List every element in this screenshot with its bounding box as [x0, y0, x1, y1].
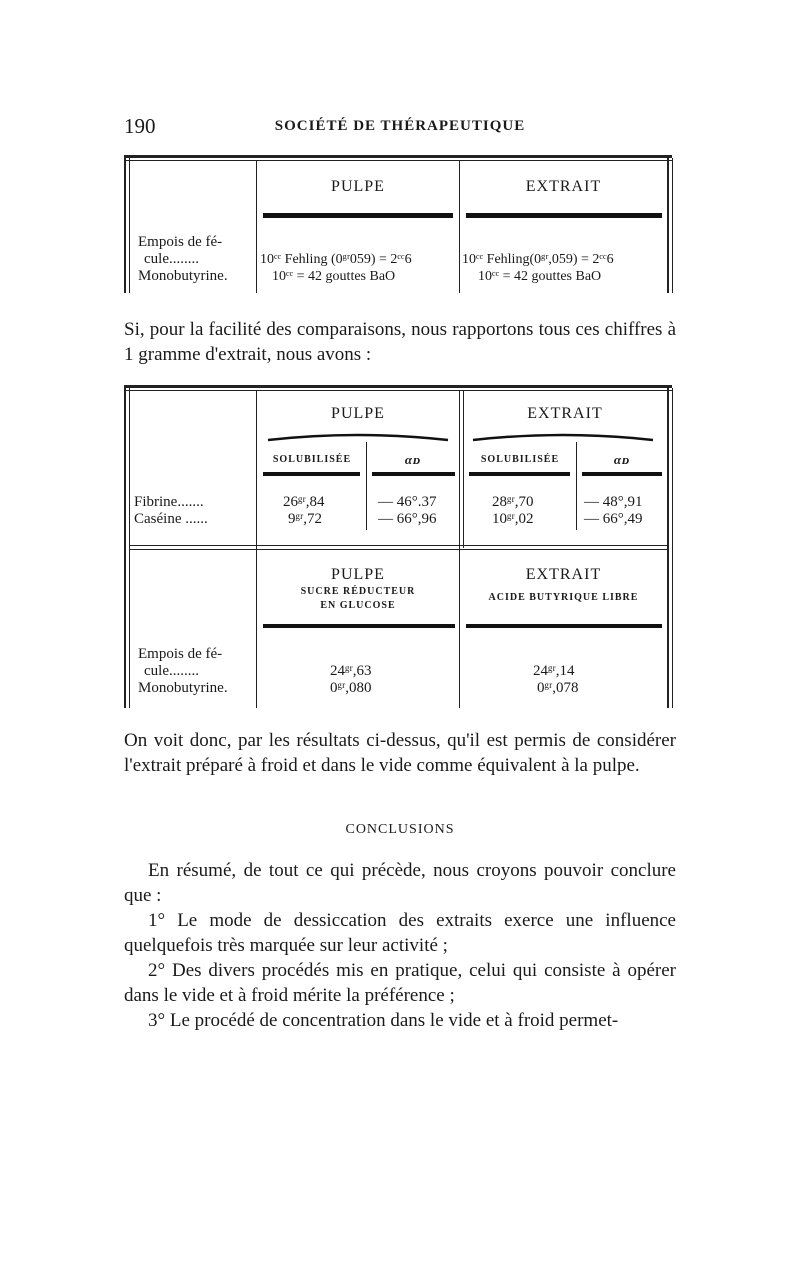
table2-col-extrait-b: EXTRAIT: [525, 566, 602, 583]
table2-b-row-label-3: Monobutyrine.: [138, 680, 228, 696]
table2-caseine-e-sol: 10ᵍʳ,02: [492, 511, 534, 527]
table2-sub-pulpe-b2: EN GLUCOSE: [320, 600, 396, 611]
table2-fibrine-e-ad: — 48°,91: [584, 494, 643, 510]
table1-col-pulpe: PULPE: [331, 178, 385, 195]
table2-sub-pulpe-b1: SUCRE RÉDUCTEUR: [300, 586, 416, 597]
paragraph-comparisons: Si, pour la facilité des comparaisons, nous rapportons tous ces chiffres à 1 gramme d'extrait, nous avons :: [124, 319, 676, 365]
table1-top-rule-thin: [124, 160, 672, 161]
table2-col-divider-2b: [463, 390, 464, 548]
table2-fibrine-p-sol: 26ᵍʳ,84: [283, 494, 325, 510]
paragraph-point-3: 3° Le procédé de concentration dans le vide et à froid permet-: [148, 1010, 619, 1031]
table2-b-pulpe-1: 24ᵍʳ,63: [330, 663, 372, 679]
table2-sub-solubilisee-extrait: SOLUBILISÉE: [480, 454, 560, 465]
table1-pulpe-line-2: 10ᶜᶜ = 42 gouttes BaO: [272, 269, 396, 284]
table1-left-border-inner: [129, 158, 130, 293]
table2-mid-rule-2: [129, 549, 669, 550]
table2-sub-alpha-pulpe: αᴅ: [404, 452, 422, 467]
page-number: 190: [124, 114, 156, 138]
table2-fibrine-e-sol: 28ᵍʳ,70: [492, 494, 534, 510]
paragraph-point-1: 1° Le mode de dessiccation des extraits exerce une influence quelquefois très marquée sur leur activité ;: [124, 910, 676, 956]
table2-right-border-inner: [672, 388, 673, 708]
table1-left-border: [124, 158, 126, 293]
table2-rule-a: [263, 472, 360, 476]
table2-top-rule-thin: [124, 390, 672, 391]
table2-b-pulpe-2: 0ᵍʳ,080: [330, 680, 372, 696]
table2-b-row-label-1: Empois de fé-: [138, 646, 223, 662]
table2-caseine-p-sol: 9ᵍʳ,72: [288, 511, 323, 527]
table1-row-label-1: Empois de fé-: [138, 234, 223, 250]
table2-rule-c: [469, 472, 570, 476]
table2-top-rule: [124, 385, 672, 388]
table1-extrait-line-2: 10ᶜᶜ = 42 gouttes BaO: [478, 269, 602, 284]
table2-b-row-label-2: cule........: [144, 663, 199, 679]
table2-sub-alpha-extrait: αᴅ: [613, 452, 631, 467]
table2-rule-b: [372, 472, 455, 476]
table2-sub-extrait-b: ACIDE BUTYRIQUE LIBRE: [488, 592, 639, 603]
table2-col-pulpe: PULPE: [331, 405, 385, 422]
table2-rule-e: [263, 624, 455, 628]
table1-pulpe-line-1: 10ᶜᶜ Fehling (0ᵍʳ059) = 2ᶜᶜ6: [260, 252, 412, 267]
table1-row-label-3: Monobutyrine.: [138, 268, 228, 284]
table2-rule-d: [582, 472, 662, 476]
table1-right-border: [667, 158, 669, 293]
table1-row-label-2: cule........: [144, 251, 199, 267]
table2-left-border-inner: [129, 388, 130, 708]
table2-brace-rules: [258, 428, 668, 444]
table2-subcol-divider-2: [576, 442, 577, 530]
table1-col-divider-1: [256, 160, 257, 293]
table2-fibrine-p-ad: — 46°.37: [378, 494, 437, 510]
table2-subcol-divider-1: [366, 442, 367, 530]
table2-rule-f: [466, 624, 662, 628]
table1-extrait-rule: [466, 213, 662, 218]
table2-left-border: [124, 388, 126, 708]
table2-caseine-e-ad: — 66°,49: [584, 511, 643, 527]
table2-row-label-caseine: Caséine ......: [134, 511, 208, 527]
running-title: SOCIÉTÉ DE THÉRAPEUTIQUE: [274, 118, 526, 134]
table1-extrait-line-1: 10ᶜᶜ Fehling(0ᵍʳ,059) = 2ᶜᶜ6: [462, 252, 614, 267]
paragraph-point-2: 2° Des divers procédés mis en pratique, celui qui consiste à opérer dans le vide et à froid mérite la préférence ;: [124, 960, 676, 1006]
table2-b-extrait-2: 0ᵍʳ,078: [537, 680, 579, 696]
table2-col-extrait: EXTRAIT: [527, 405, 603, 422]
table2-row-label-fibrine: Fibrine.......: [134, 494, 204, 510]
table2-caseine-p-ad: — 66°,96: [378, 511, 437, 527]
table2-mid-rule-1: [129, 545, 669, 546]
table2-sub-solubilisee-pulpe: SOLUBILISÉE: [272, 454, 352, 465]
table2-b-extrait-1: 24ᵍʳ,14: [533, 663, 575, 679]
table1-col-extrait: EXTRAIT: [525, 178, 602, 195]
table1-right-border-inner: [672, 158, 673, 293]
table1-top-rule: [124, 155, 672, 158]
paragraph-summary: En résumé, de tout ce qui précède, nous croyons pouvoir conclure que :: [124, 860, 676, 906]
paragraph-results: On voit donc, par les résultats ci-dessus, qu'il est permis de considérer l'extrait préparé à froid et dans le vide comme équivalent à la pulpe.: [124, 730, 676, 776]
table1-col-divider-2: [459, 160, 460, 293]
table1-pulpe-rule: [263, 213, 453, 218]
section-title-conclusions: CONCLUSIONS: [345, 822, 455, 837]
table2-col-pulpe-b: PULPE: [331, 566, 385, 583]
